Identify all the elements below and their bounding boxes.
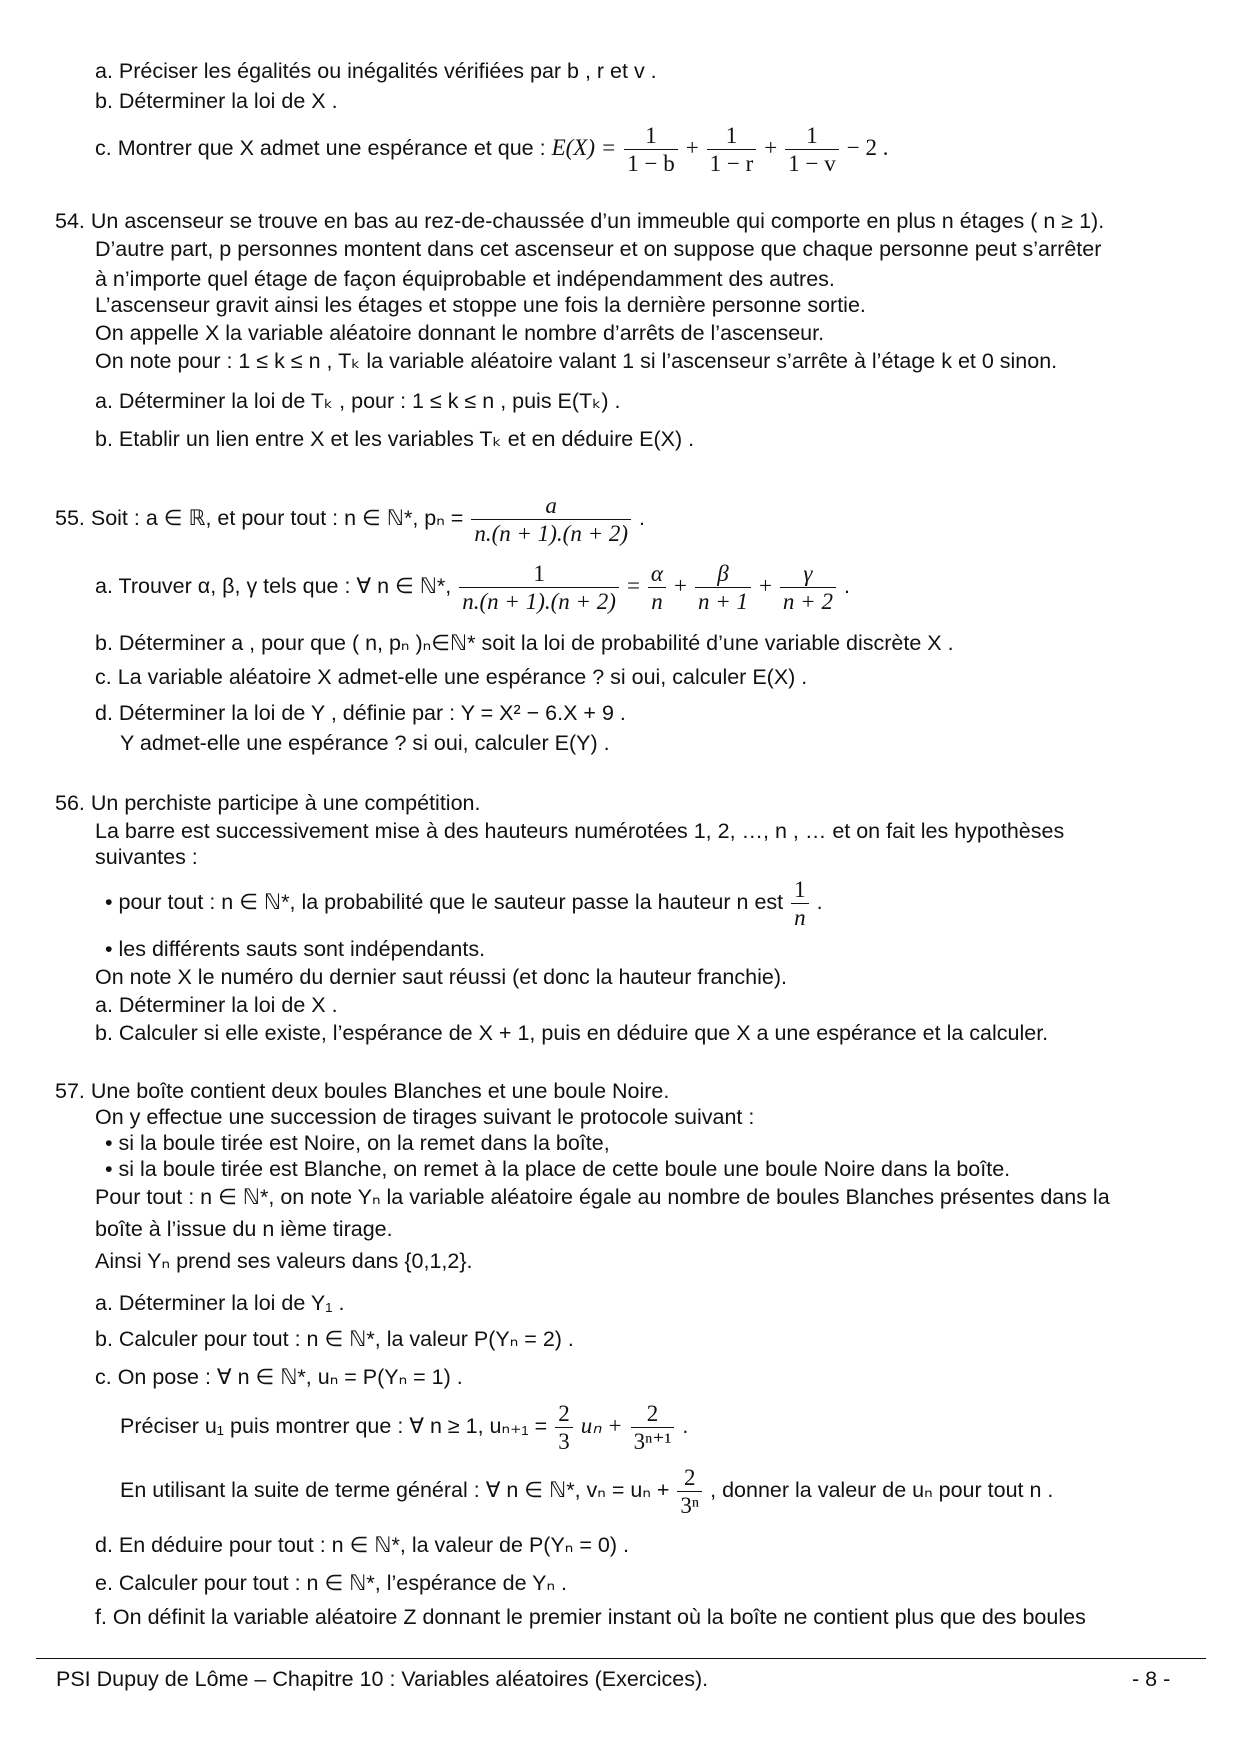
ex54-line-5: On appelle X la variable aléatoire donnant le nombre d’arrêts de l’ascenseur. [95,321,825,345]
ex55-item-d2: Y admet-elle une espérance ? si oui, calculer E(Y) . [120,731,610,755]
ex57-item-e: e. Calculer pour tout : n ∈ ℕ*, l’espérance de Yₙ . [95,1571,567,1595]
ex53-item-a: a. Préciser les égalités ou inégalités vérifiées par b , r et v . [95,59,657,83]
ex55-item-c: c. La variable aléatoire X admet-elle une espérance ? si oui, calculer E(X) . [95,665,808,689]
ex55-item-b: b. Déterminer a , pour que ( n, pₙ )ₙ∈ℕ* soit la loi de probabilité d’une variable discrète X . [95,631,954,655]
ex54-line-6: On note pour : 1 ≤ k ≤ n , Tₖ la variable aléatoire valant 1 si l’ascenseur s’arrête à l’étage k et 0 sinon. [95,349,1058,373]
ex56-bullet-1: • pour tout : n ∈ ℕ*, la probabilité que le sauteur passe la hauteur n est $\frac{1}{n}$ . [105,876,823,930]
ex57-c2-frac-1: $\frac{2}{3}$ [555,1400,573,1455]
ex53-item-c: c. Montrer que X admet une espérance et que : E(X) = $\frac{1}{1 - b}$ + $\frac{1}{1 - r}$ + $\frac{1}{1 - v}$ − 2 . [95,122,889,176]
ex54-line-4: L’ascenseur gravit ainsi les étages et stoppe une fois la dernière personne sortie. [95,293,866,317]
ex57-item-f: f. On définit la variable aléatoire Z donnant le premier instant où la boîte ne contient plus que des boules [95,1605,1086,1629]
ex57-c2-frac-2: $\frac{2}{\text{3ⁿ⁺¹}}$ [631,1400,675,1455]
ex57-line-3: Pour tout : n ∈ ℕ*, on note Yₙ la variable aléatoire égale au nombre de boules Blanches présentes dans la [95,1185,1110,1209]
ex57-line-5: Ainsi Yₙ prend ses valeurs dans {0,1,2}. [95,1249,473,1273]
ex57-item-d: d. En déduire pour tout : n ∈ ℕ*, la valeur de P(Yₙ = 0) . [95,1533,629,1557]
ex53-c-text: c. Montrer que X admet une espérance et que : [95,136,546,160]
footer-rule [36,1658,1206,1659]
ex55-a-frac-1: $\frac{1}{n.(n + 1).(n + 2)}$ [459,560,619,615]
ex55-l1-text: 55. Soit : a ∈ ℝ, et pour tout : n ∈ ℕ*, pₙ = [55,506,464,530]
ex57-c3-frac: $\frac{2}{\text{3ⁿ}}$ [677,1464,702,1519]
ex56-b1-text: • pour tout : n ∈ ℕ*, la probabilité que le sauteur passe la hauteur n est [105,890,784,914]
ex57-item-a: a. Déterminer la loi de Y₁ . [95,1291,345,1315]
footer-title: PSI Dupuy de Lôme – Chapitre 10 : Variables aléatoires (Exercices). [56,1667,709,1691]
ex56-frac: $\frac{1}{n}$ [791,876,809,931]
ex55-item-d: d. Déterminer la loi de Y , définie par : Y = X² − 6.X + 9 . [95,701,626,725]
ex54-line-3: à n’importe quel étage de façon équiprobable et indépendamment des autres. [95,267,835,291]
ex56-item-b: b. Calculer si elle existe, l’espérance de X + 1, puis en déduire que X a une espérance et la calculer. [95,1021,1049,1045]
ex54-item-b: b. Etablir un lien entre X et les variables Tₖ et en déduire E(X) . [95,427,695,451]
ex53-item-b: b. Déterminer la loi de X . [95,89,338,113]
ex56-line-1: 56. Un perchiste participe à une compétition. [55,791,481,815]
ex55-a-frac-gamma: $\frac{\gamma}{n + 2}$ [780,560,836,615]
ex53-frac-3: $\frac{1}{1 - v}$ [785,122,838,177]
ex54-line-1: 54. Un ascenseur se trouve en bas au rez-de-chaussée d’un immeuble qui comporte en plus n étages ( n ≥ 1). [55,209,1105,233]
ex55-pn-frac: $\frac{a}{n.(n + 1).(n + 2)}$ [471,492,631,547]
ex57-item-c2: Préciser u₁ puis montrer que : ∀ n ≥ 1, uₙ₊₁ = $\frac{2}{3}$ uₙ + $\frac{2}{\text{3ⁿ⁺¹}}$ . [120,1400,689,1454]
ex55-item-a: a. Trouver α, β, γ tels que : ∀ n ∈ ℕ*, $\frac{1}{n.(n + 1).(n + 2)}$ = $\frac{\alpha}{n}$ + $\frac{\beta}{n + 1}$ + $\frac{\gamma}{n + 2}$ . [95,560,850,614]
ex56-line-2: La barre est successivement mise à des hauteurs numérotées 1, 2, …, n , … et on fait les hypothèses [95,819,1065,843]
ex53-c-tail: − 2 . [846,135,889,160]
ex57-bullet-2: • si la boule tirée est Blanche, on remet à la place de cette boule une boule Noire dans la boîte. [105,1157,1011,1181]
ex56-item-a: a. Déterminer la loi de X . [95,993,338,1017]
ex53-frac-2: $\frac{1}{1 - r}$ [707,122,757,177]
ex57-c2-text: Préciser u₁ puis montrer que : ∀ n ≥ 1, uₙ₊₁ = [120,1414,548,1438]
ex53-frac-1: $\frac{1}{1 - b}$ [624,122,677,177]
ex57-item-b: b. Calculer pour tout : n ∈ ℕ*, la valeur P(Yₙ = 2) . [95,1327,574,1351]
ex55-a-frac-alpha: $\frac{\alpha}{n}$ [648,560,666,615]
ex55-a-text: a. Trouver α, β, γ tels que : ∀ n ∈ ℕ*, [95,574,452,598]
ex57-line-4: boîte à l’issue du n ième tirage. [95,1217,393,1241]
ex56-line-4: On note X le numéro du dernier saut réussi (et donc la hauteur franchie). [95,965,787,989]
ex53-c-lhs: E(X) = [551,135,617,160]
ex56-line-3: suivantes : [95,845,198,869]
ex54-line-2: D’autre part, p personnes montent dans cet ascenseur et on suppose que chaque personne peut s’arrêter [95,237,1102,261]
ex57-bullet-1: • si la boule tirée est Noire, on la remet dans la boîte, [105,1131,610,1155]
ex57-item-c: c. On pose : ∀ n ∈ ℕ*, uₙ = P(Yₙ = 1) . [95,1365,463,1389]
ex55-a-frac-beta: $\frac{\beta}{n + 1}$ [695,560,751,615]
ex54-item-a: a. Déterminer la loi de Tₖ , pour : 1 ≤ k ≤ n , puis E(Tₖ) . [95,389,621,413]
ex57-c3-text: En utilisant la suite de terme général : ∀ n ∈ ℕ*, vₙ = uₙ + [120,1478,670,1502]
ex57-line-2: On y effectue une succession de tirages suivant le protocole suivant : [95,1105,755,1129]
page-number: - 8 - [1132,1667,1171,1691]
ex55-line-1: 55. Soit : a ∈ ℝ, et pour tout : n ∈ ℕ*, pₙ = $\frac{a}{n.(n + 1).(n + 2)}$ . [55,492,645,546]
ex57-line-1: 57. Une boîte contient deux boules Blanches et une boule Noire. [55,1079,670,1103]
ex56-bullet-2: • les différents sauts sont indépendants. [105,937,486,961]
ex57-item-c3: En utilisant la suite de terme général : ∀ n ∈ ℕ*, vₙ = uₙ + $\frac{2}{\text{3ⁿ}}$ , donner la valeur de uₙ pour tout n . [120,1464,1054,1518]
